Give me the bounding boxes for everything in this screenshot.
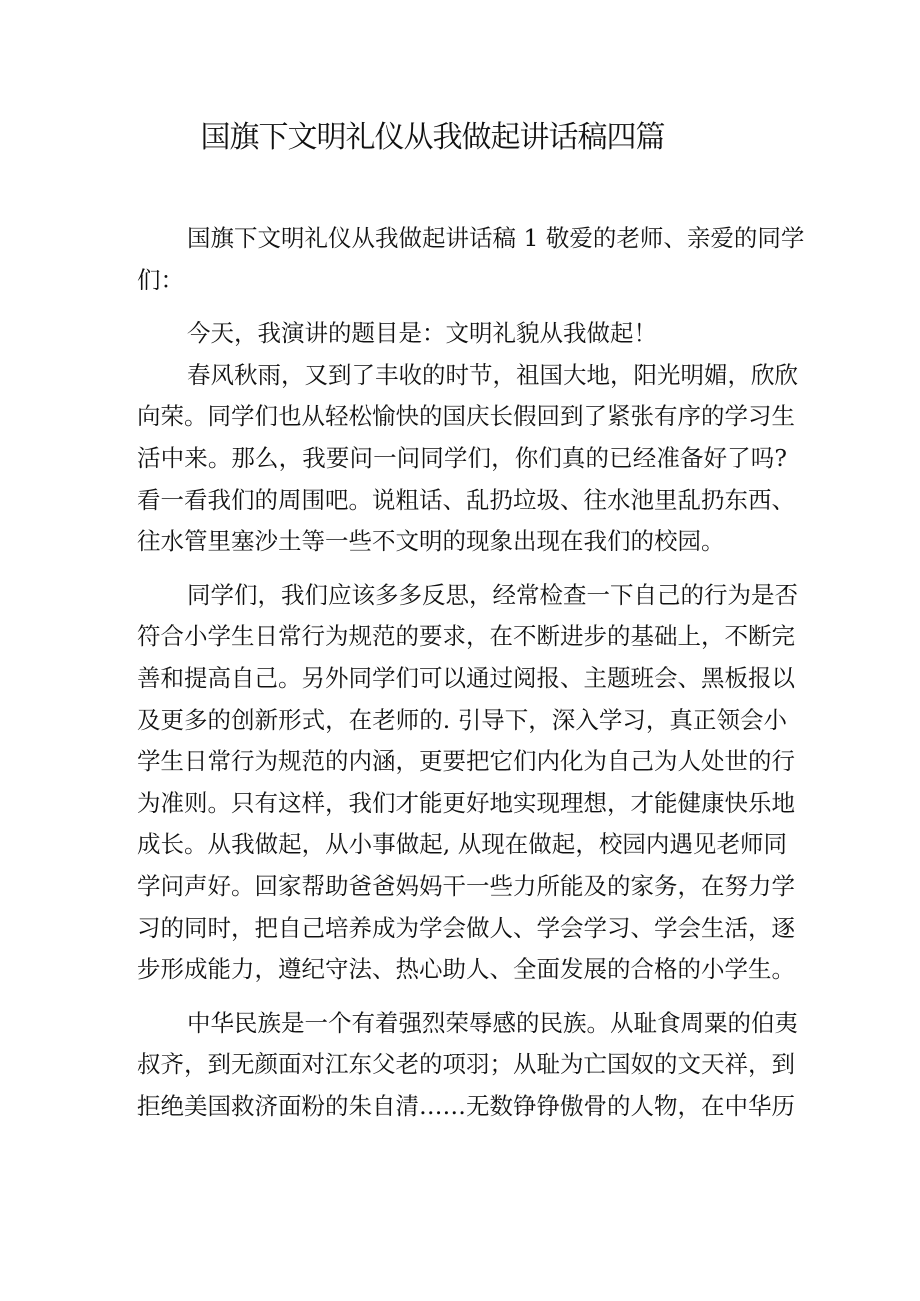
text-line: 学生日常行为规范的内涵，更要把它们内化为自己为人处世的行 (137, 747, 795, 776)
paragraph-gap (137, 991, 787, 1003)
text-line: 看一看我们的周围吧。说粗话、乱扔垃圾、往水池里乱扔东西、 (137, 485, 795, 514)
text-line: 们： (137, 265, 184, 294)
text-line: 春风秋雨，又到了丰收的时节，祖国大地，阳光明媚，欣欣 (187, 360, 798, 389)
paragraph-gap (137, 563, 787, 575)
text-line: 成长。从我做起，从小事做起, 从现在做起，校园内遇见老师同 (137, 830, 787, 859)
text-line: 为准则。只有这样，我们才能更好地实现理想，才能健康快乐地 (137, 788, 795, 817)
paragraph-gap (137, 301, 787, 313)
text-line: 向荣。同学们也从轻松愉快的国庆长假回到了紧张有序的学习生 (137, 402, 795, 431)
document-title: 国旗下文明礼仪从我做起讲话稿四篇 (200, 120, 665, 155)
text-line: 往水管里塞沙土等一些不文明的现象出现在我们的校园。 (137, 527, 725, 556)
text-line: 符合小学生日常行为规范的要求，在不断进步的基础上，不断完 (137, 622, 795, 651)
text-line: 中华民族是一个有着强烈荣辱感的民族。从耻食周粟的伯夷 (187, 1008, 798, 1037)
text-line: 活中来。那么，我要问一问同学们，你们真的已经准备好了吗? (137, 443, 787, 472)
text-line: 习的同时，把自己培养成为学会做人、学会学习、学会生活，逐 (137, 913, 795, 942)
text-line: 学问声好。回家帮助爸爸妈妈干一些力所能及的家务，在努力学 (137, 871, 795, 900)
text-line: 拒绝美国救济面粉的朱自清……无数铮铮傲骨的人物，在中华历 (137, 1091, 795, 1120)
text-line: 善和提高自己。另外同学们可以通过阅报、主题班会、黑板报以 (137, 663, 795, 692)
text-line: 叔齐，到无颜面对江东父老的项羽；从耻为亡国奴的文天祥，到 (137, 1050, 795, 1079)
document-body (137, 218, 805, 1127)
text-line: 今天，我演讲的题目是：文明礼貌从我做起！ (187, 319, 657, 348)
text-line: 同学们，我们应该多多反思，经常检查一下自己的行为是否 (187, 580, 798, 609)
text-line: 国旗下文明礼仪从我做起讲话稿 1 敬爱的老师、亲爱的同学 (187, 224, 805, 252)
text-line: 步形成能力，遵纪守法、热心助人、全面发展的合格的小学生。 (137, 955, 795, 984)
text-line: 及更多的创新形式，在老师的. 引导下，深入学习，真正领会小 (137, 705, 787, 734)
